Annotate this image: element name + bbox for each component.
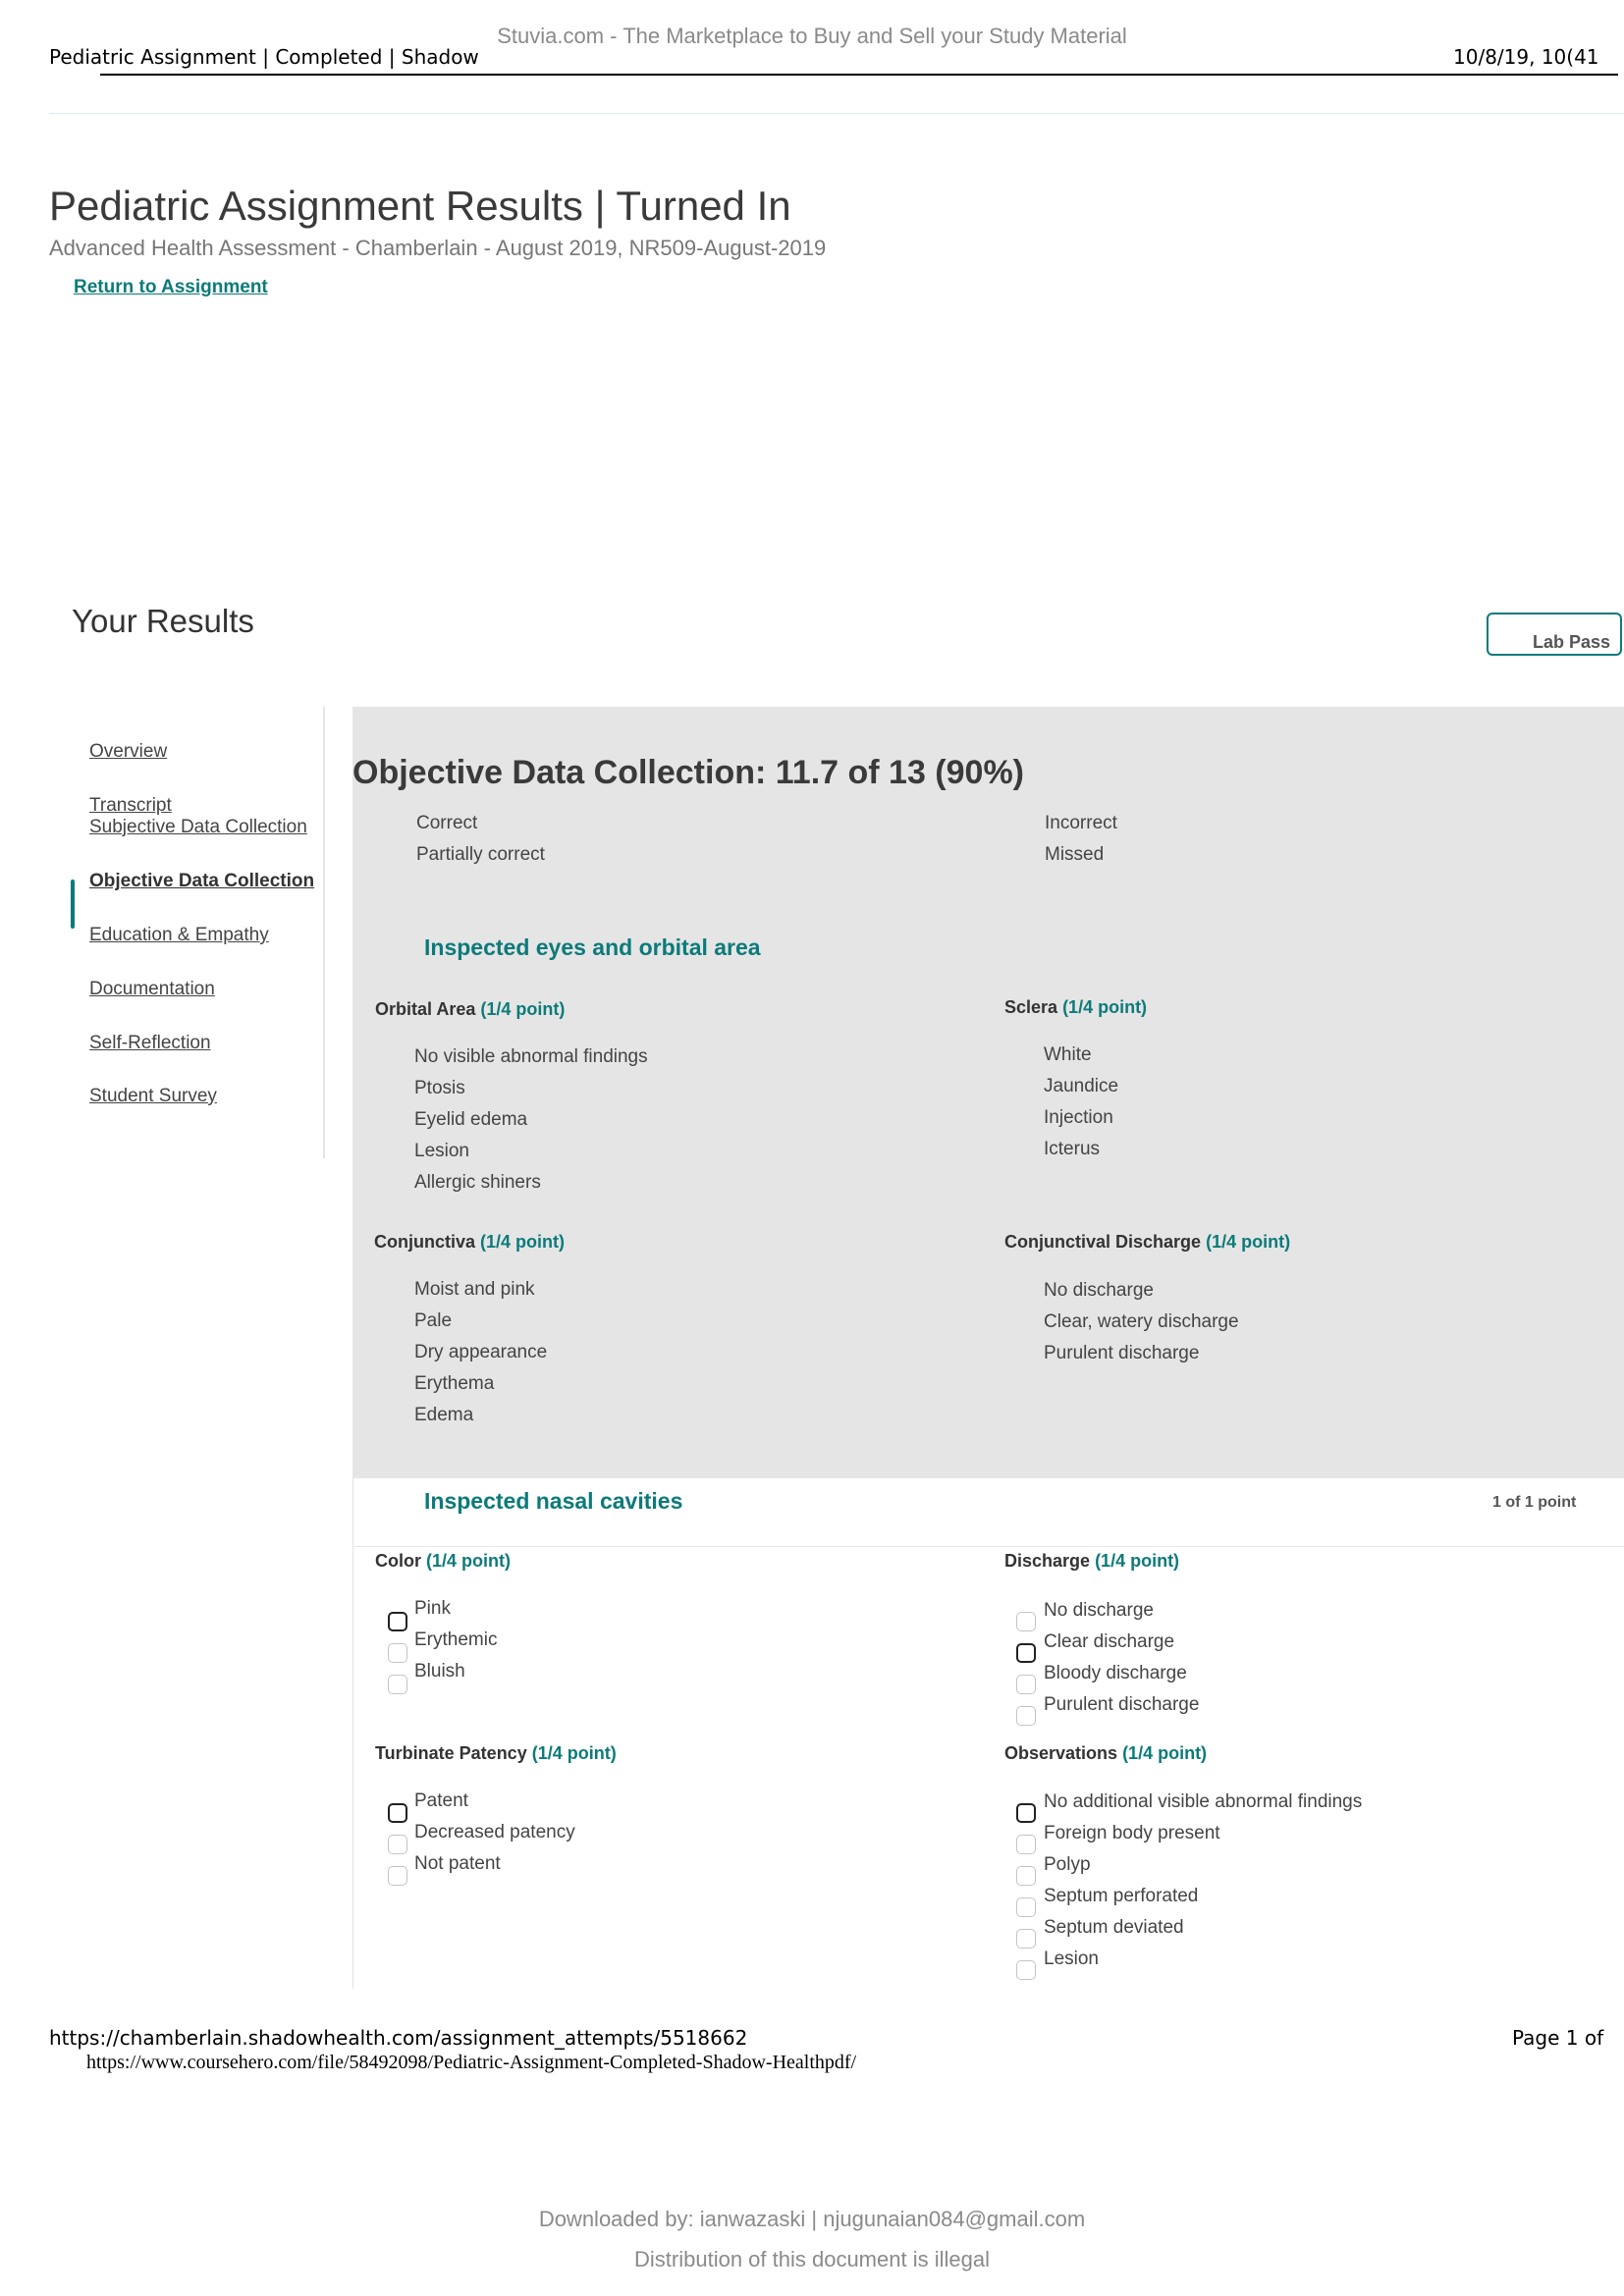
coursehero-url: https://www.coursehero.com/file/58492098/Pediatric-Assignment-Completed-Shadow-Healthpdf/ bbox=[86, 2052, 857, 2073]
group-divider bbox=[352, 1546, 1624, 1547]
option: Polyp bbox=[1044, 1854, 1091, 1875]
category-color bbox=[375, 1551, 511, 1572]
checkbox[interactable] bbox=[1016, 1675, 1036, 1694]
option: Septum deviated bbox=[1044, 1917, 1184, 1938]
checkbox[interactable] bbox=[388, 1803, 407, 1823]
downloaded-by-watermark: Downloaded by: ianwazaski | njugunaian084@gmail.com bbox=[538, 2207, 1086, 2231]
option: Edema bbox=[414, 1405, 474, 1425]
option: Ptosis bbox=[414, 1078, 465, 1098]
checkbox[interactable] bbox=[388, 1866, 407, 1886]
option: No discharge bbox=[1044, 1280, 1154, 1301]
category-points: (1/4 point) bbox=[480, 999, 566, 1019]
category-name: Conjunctiva bbox=[374, 1232, 476, 1252]
option: No visible abnormal findings bbox=[414, 1046, 648, 1067]
sidebar-active-indicator bbox=[71, 880, 75, 929]
group-title-nasal: Inspected nasal cavities bbox=[424, 1488, 683, 1514]
top-divider bbox=[49, 113, 1624, 114]
sidebar-item-transcript[interactable]: Transcript bbox=[89, 795, 172, 816]
legend-partially-correct: Partially correct bbox=[416, 844, 545, 865]
sidebar-item-student-survey[interactable]: Student Survey bbox=[89, 1086, 217, 1106]
section-title: Objective Data Collection: 11.7 of 13 (90%) bbox=[352, 754, 1025, 791]
checkbox[interactable] bbox=[1016, 1835, 1036, 1854]
option: Icterus bbox=[1044, 1139, 1101, 1159]
option: Bloody discharge bbox=[1044, 1663, 1187, 1683]
sidebar-item-self-reflection[interactable]: Self-Reflection bbox=[89, 1033, 211, 1053]
category-name: Observations bbox=[1004, 1743, 1118, 1763]
sidebar-item-overview[interactable]: Overview bbox=[89, 741, 168, 762]
group-title-eyes: Inspected eyes and orbital area bbox=[424, 934, 761, 960]
print-footer-page: Page 1 of bbox=[1512, 2026, 1604, 2050]
sidebar-item-documentation[interactable]: Documentation bbox=[89, 979, 215, 999]
option: Purulent discharge bbox=[1044, 1694, 1200, 1715]
category-name: Discharge bbox=[1004, 1551, 1091, 1571]
option: Not patent bbox=[414, 1853, 501, 1874]
category-points: (1/4 point) bbox=[531, 1743, 617, 1763]
group-score: 1 of 1 point bbox=[1492, 1494, 1577, 1511]
option: Clear discharge bbox=[1044, 1631, 1175, 1652]
sidebar-divider bbox=[323, 707, 325, 1158]
course-subtitle: Advanced Health Assessment - Chamberlain - August 2019, NR509-August-2019 bbox=[49, 236, 827, 260]
print-header-title: Pediatric Assignment | Completed | Shadow bbox=[49, 45, 479, 69]
category-points: (1/4 point) bbox=[1206, 1232, 1291, 1252]
option: Moist and pink bbox=[414, 1279, 535, 1300]
category-sclera bbox=[1004, 997, 1147, 1018]
option: Lesion bbox=[1044, 1949, 1099, 1969]
checkbox[interactable] bbox=[1016, 1643, 1036, 1663]
checkbox[interactable] bbox=[1016, 1897, 1036, 1917]
checkbox[interactable] bbox=[1016, 1960, 1036, 1980]
option: No additional visible abnormal findings bbox=[1044, 1791, 1363, 1812]
sidebar-item-objective-data-collection[interactable]: Objective Data Collection bbox=[89, 871, 315, 891]
option: Decreased patency bbox=[414, 1822, 575, 1842]
option: Injection bbox=[1044, 1107, 1113, 1128]
option: Pink bbox=[414, 1598, 451, 1619]
legend-correct: Correct bbox=[416, 813, 478, 833]
option: Septum perforated bbox=[1044, 1886, 1199, 1906]
category-points: (1/4 point) bbox=[1062, 997, 1148, 1017]
category-points: (1/4 point) bbox=[426, 1551, 512, 1571]
checkbox[interactable] bbox=[1016, 1706, 1036, 1726]
checkbox[interactable] bbox=[1016, 1866, 1036, 1886]
stuvia-watermark: Stuvia.com - The Marketplace to Buy and Sell your Study Material bbox=[497, 24, 1127, 48]
checkbox[interactable] bbox=[1016, 1803, 1036, 1823]
category-orbital-area bbox=[375, 999, 565, 1020]
option: Dry appearance bbox=[414, 1342, 548, 1362]
checkbox[interactable] bbox=[388, 1835, 407, 1854]
your-results-heading: Your Results bbox=[72, 603, 254, 639]
option: White bbox=[1044, 1044, 1092, 1065]
option: Pale bbox=[414, 1310, 453, 1331]
legend-incorrect: Incorrect bbox=[1045, 813, 1117, 833]
option: Clear, watery discharge bbox=[1044, 1311, 1239, 1332]
lab-pass-button[interactable]: Lab Pass bbox=[1487, 613, 1622, 656]
legend-missed: Missed bbox=[1045, 844, 1105, 865]
option: Erythemic bbox=[414, 1629, 498, 1650]
checkbox[interactable] bbox=[388, 1675, 407, 1694]
category-points: (1/4 point) bbox=[1095, 1551, 1180, 1571]
option: Patent bbox=[414, 1790, 468, 1811]
checkbox[interactable] bbox=[388, 1612, 407, 1631]
category-conjunctival-discharge bbox=[1004, 1232, 1290, 1253]
option: Erythema bbox=[414, 1373, 495, 1394]
option: Allergic shiners bbox=[414, 1172, 541, 1193]
category-points: (1/4 point) bbox=[480, 1232, 566, 1252]
category-observations bbox=[1004, 1743, 1207, 1764]
category-name: Sclera bbox=[1004, 997, 1058, 1017]
print-header-datetime: 10/8/19, 10(41 bbox=[1453, 45, 1599, 69]
category-name: Turbinate Patency bbox=[375, 1743, 527, 1763]
category-turbinate-patency bbox=[375, 1743, 617, 1764]
checkbox[interactable] bbox=[1016, 1929, 1036, 1949]
return-to-assignment-link[interactable]: Return to Assignment bbox=[74, 277, 268, 297]
category-name: Orbital Area bbox=[375, 999, 476, 1019]
category-name: Color bbox=[375, 1551, 421, 1571]
sidebar-item-subjective-data-collection[interactable]: Subjective Data Collection bbox=[89, 817, 307, 837]
option: No discharge bbox=[1044, 1600, 1154, 1621]
category-conjunctiva bbox=[374, 1232, 565, 1253]
option: Purulent discharge bbox=[1044, 1343, 1200, 1363]
category-discharge bbox=[1004, 1551, 1179, 1572]
page-title: Pediatric Assignment Results | Turned In bbox=[49, 183, 791, 229]
option: Foreign body present bbox=[1044, 1823, 1220, 1843]
option: Lesion bbox=[414, 1141, 469, 1161]
checkbox[interactable] bbox=[1016, 1612, 1036, 1631]
category-points: (1/4 point) bbox=[1122, 1743, 1208, 1763]
option: Jaundice bbox=[1044, 1076, 1119, 1096]
results-panel-nasal bbox=[352, 1478, 1624, 1989]
checkbox[interactable] bbox=[388, 1643, 407, 1663]
print-footer-url: https://chamberlain.shadowhealth.com/assignment_attempts/5518662 bbox=[49, 2026, 748, 2050]
distribution-watermark: Distribution of this document is illegal bbox=[634, 2247, 990, 2271]
header-rule bbox=[100, 74, 1618, 76]
option: Eyelid edema bbox=[414, 1109, 528, 1130]
sidebar-item-education-empathy[interactable]: Education & Empathy bbox=[89, 925, 269, 945]
option: Bluish bbox=[414, 1661, 465, 1682]
category-name: Conjunctival Discharge bbox=[1004, 1232, 1202, 1252]
